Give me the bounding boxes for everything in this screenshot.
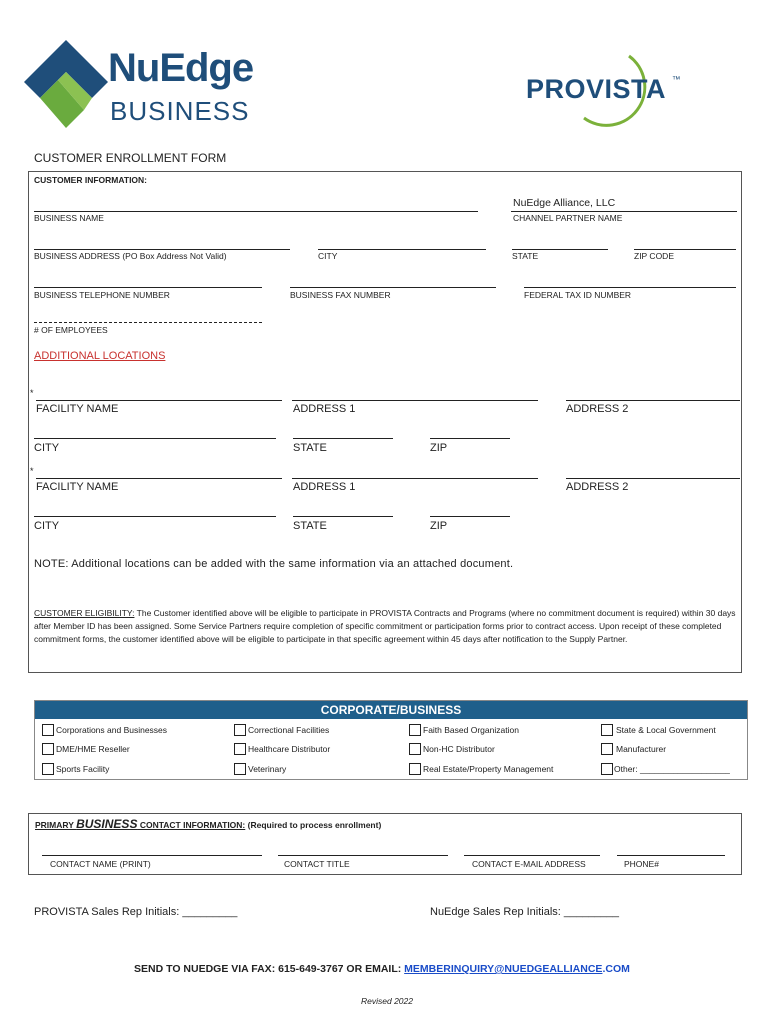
- checkbox-real-estate[interactable]: [409, 763, 421, 775]
- business-address-field[interactable]: [34, 249, 290, 250]
- option-corporations-label: Corporations and Businesses: [56, 725, 168, 735]
- primary-contact-title: [35, 817, 381, 831]
- form-title: CUSTOMER ENROLLMENT FORM: [34, 151, 227, 165]
- email-link[interactable]: [404, 963, 602, 975]
- channel-partner-field[interactable]: [511, 211, 737, 212]
- location2-zip-label: ZIP: [430, 520, 448, 532]
- corporate-business-header-text: CORPORATE/BUSINESS: [320, 703, 462, 717]
- location1-asterisk: *: [30, 388, 34, 398]
- contact-title-field[interactable]: [278, 855, 448, 856]
- send-instructions: [134, 963, 630, 975]
- option-dme-hme-label: DME/HME Reseller: [56, 744, 130, 754]
- checkbox-faith-based[interactable]: [409, 724, 421, 736]
- provista-logo: [524, 48, 694, 128]
- location2-asterisk: *: [30, 466, 34, 476]
- additional-locations-heading: ADDITIONAL LOCATIONS: [34, 350, 166, 362]
- num-employees-field[interactable]: [34, 322, 262, 323]
- business-address-label: BUSINESS ADDRESS (PO Box Address Not Valid): [34, 251, 227, 261]
- contact-title-label: CONTACT TITLE: [284, 859, 350, 869]
- primary-contact-title-post: CONTACT INFORMATION:: [137, 820, 246, 830]
- checkbox-sports-facility[interactable]: [42, 763, 54, 775]
- checkbox-veterinary[interactable]: [234, 763, 246, 775]
- option-state-local-government-label: State & Local Government: [616, 725, 716, 735]
- checkbox-healthcare-distributor[interactable]: [234, 743, 246, 755]
- location2-facility-name-label: FACILITY NAME: [36, 481, 119, 493]
- checkbox-correctional[interactable]: [234, 724, 246, 736]
- location1-address2-field[interactable]: [566, 400, 740, 401]
- option-faith-based-label: Faith Based Organization: [423, 725, 519, 735]
- nuedge-logo: [22, 38, 254, 130]
- location1-state-label: STATE: [293, 442, 327, 454]
- business-name-label: BUSINESS NAME: [34, 213, 104, 223]
- phone-label: PHONE#: [624, 859, 659, 869]
- federal-tax-id-field[interactable]: [524, 287, 736, 288]
- location1-zip-label: ZIP: [430, 442, 448, 454]
- option-non-hc-distributor-label: Non-HC Distributor: [423, 744, 495, 754]
- corporate-business-header: [35, 701, 747, 719]
- location1-city-field[interactable]: [34, 438, 276, 439]
- zip-code-field[interactable]: [634, 249, 736, 250]
- option-healthcare-distributor-label: Healthcare Distributor: [248, 744, 331, 754]
- location2-city-field[interactable]: [34, 516, 276, 517]
- checkbox-other[interactable]: [601, 763, 613, 775]
- additional-locations-note: NOTE: Additional locations can be added with the same information via an attached document.: [34, 558, 514, 570]
- location1-facility-name-label: FACILITY NAME: [36, 403, 119, 415]
- primary-contact-title-business: BUSINESS: [76, 817, 138, 831]
- location2-zip-field[interactable]: [430, 516, 510, 517]
- customer-info-box: [28, 171, 742, 673]
- nuedge-initials[interactable]: NuEdge Sales Rep Initials: _________: [430, 906, 619, 918]
- revised-note: Revised 2022: [361, 996, 413, 1006]
- provista-initials[interactable]: PROVISTA Sales Rep Initials: _________: [34, 906, 238, 918]
- option-manufacturer-label: Manufacturer: [616, 744, 667, 754]
- customer-eligibility-label: CUSTOMER ELIGIBILITY:: [34, 608, 135, 618]
- location2-state-field[interactable]: [293, 516, 393, 517]
- location1-facility-name-field[interactable]: [36, 400, 282, 401]
- phone-field[interactable]: [617, 855, 725, 856]
- location2-address2-field[interactable]: [566, 478, 740, 479]
- location1-state-field[interactable]: [293, 438, 393, 439]
- channel-partner-label: CHANNEL PARTNER NAME: [513, 213, 623, 223]
- email-address: MEMBERINQUIRY@NUEDGEALLIANCE: [404, 963, 603, 975]
- checkbox-state-local-government[interactable]: [601, 724, 613, 736]
- zip-code-label: ZIP CODE: [634, 251, 674, 261]
- location1-city-label: CITY: [34, 442, 60, 454]
- location2-state-label: STATE: [293, 520, 327, 532]
- option-veterinary-label: Veterinary: [248, 764, 287, 774]
- provista-tm: ™: [672, 74, 681, 84]
- city-field[interactable]: [318, 249, 486, 250]
- checkbox-manufacturer[interactable]: [601, 743, 613, 755]
- federal-tax-id-label: FEDERAL TAX ID NUMBER: [524, 290, 632, 300]
- option-real-estate-label: Real Estate/Property Management: [423, 764, 554, 774]
- checkbox-non-hc-distributor[interactable]: [409, 743, 421, 755]
- business-telephone-field[interactable]: [34, 287, 262, 288]
- checkbox-dme-hme[interactable]: [42, 743, 54, 755]
- checkbox-corporations[interactable]: [42, 724, 54, 736]
- location1-zip-field[interactable]: [430, 438, 510, 439]
- location2-city-label: CITY: [34, 520, 60, 532]
- provista-logo-text: PROVISTA: [526, 74, 667, 104]
- city-label: CITY: [318, 251, 338, 261]
- location2-facility-name-field[interactable]: [36, 478, 282, 479]
- location1-address1-field[interactable]: [292, 400, 538, 401]
- nuedge-logo-line1: NuEdge: [108, 46, 254, 90]
- option-other-label: Other: ___________________: [614, 764, 730, 774]
- primary-contact-title-pre: PRIMARY: [35, 820, 77, 830]
- location2-address2-label: ADDRESS 2: [566, 481, 629, 493]
- num-employees-label: # OF EMPLOYEES: [34, 325, 108, 335]
- email-suffix: .COM: [602, 963, 630, 975]
- contact-email-field[interactable]: [464, 855, 600, 856]
- location1-address1-label: ADDRESS 1: [293, 403, 356, 415]
- primary-contact-required: (Required to process enrollment): [245, 820, 382, 830]
- option-correctional-label: Correctional Facilities: [248, 725, 330, 735]
- customer-info-label: CUSTOMER INFORMATION:: [34, 175, 148, 185]
- business-fax-label: BUSINESS FAX NUMBER: [290, 290, 391, 300]
- location1-address2-label: ADDRESS 2: [566, 403, 629, 415]
- customer-eligibility-text: The Customer identified above will be eligible to participate in PROVISTA Contracts and Programs (where no commitment document is required) within 30 days after Member ID has been assigned. Some Service Partners require completion of specific commitment or participation forms prior to contract access. Upon receipt of these completed commitment forms, the customer identified above will be eligible to participate in that specific agreement within 45 days after notification to the Supply Partner.: [34, 608, 736, 644]
- contact-email-label: CONTACT E-MAIL ADDRESS: [472, 859, 586, 869]
- state-field[interactable]: [512, 249, 608, 250]
- business-fax-field[interactable]: [290, 287, 496, 288]
- location2-address1-label: ADDRESS 1: [293, 481, 356, 493]
- business-name-field[interactable]: [34, 211, 478, 212]
- option-sports-facility-label: Sports Facility: [56, 764, 110, 774]
- customer-eligibility-paragraph: [34, 607, 740, 646]
- business-telephone-label: BUSINESS TELEPHONE NUMBER: [34, 290, 170, 300]
- send-text: SEND TO NUEDGE VIA FAX: 615-649-3767 OR EMAIL:: [134, 963, 405, 975]
- nuedge-n-icon: [22, 38, 112, 130]
- location2-address1-field[interactable]: [292, 478, 538, 479]
- contact-name-field[interactable]: [42, 855, 262, 856]
- contact-name-label: CONTACT NAME (PRINT): [50, 859, 151, 869]
- nuedge-logo-line2: BUSINESS: [110, 96, 250, 126]
- state-label: STATE: [512, 251, 539, 261]
- channel-partner-value: NuEdge Alliance, LLC: [513, 197, 616, 209]
